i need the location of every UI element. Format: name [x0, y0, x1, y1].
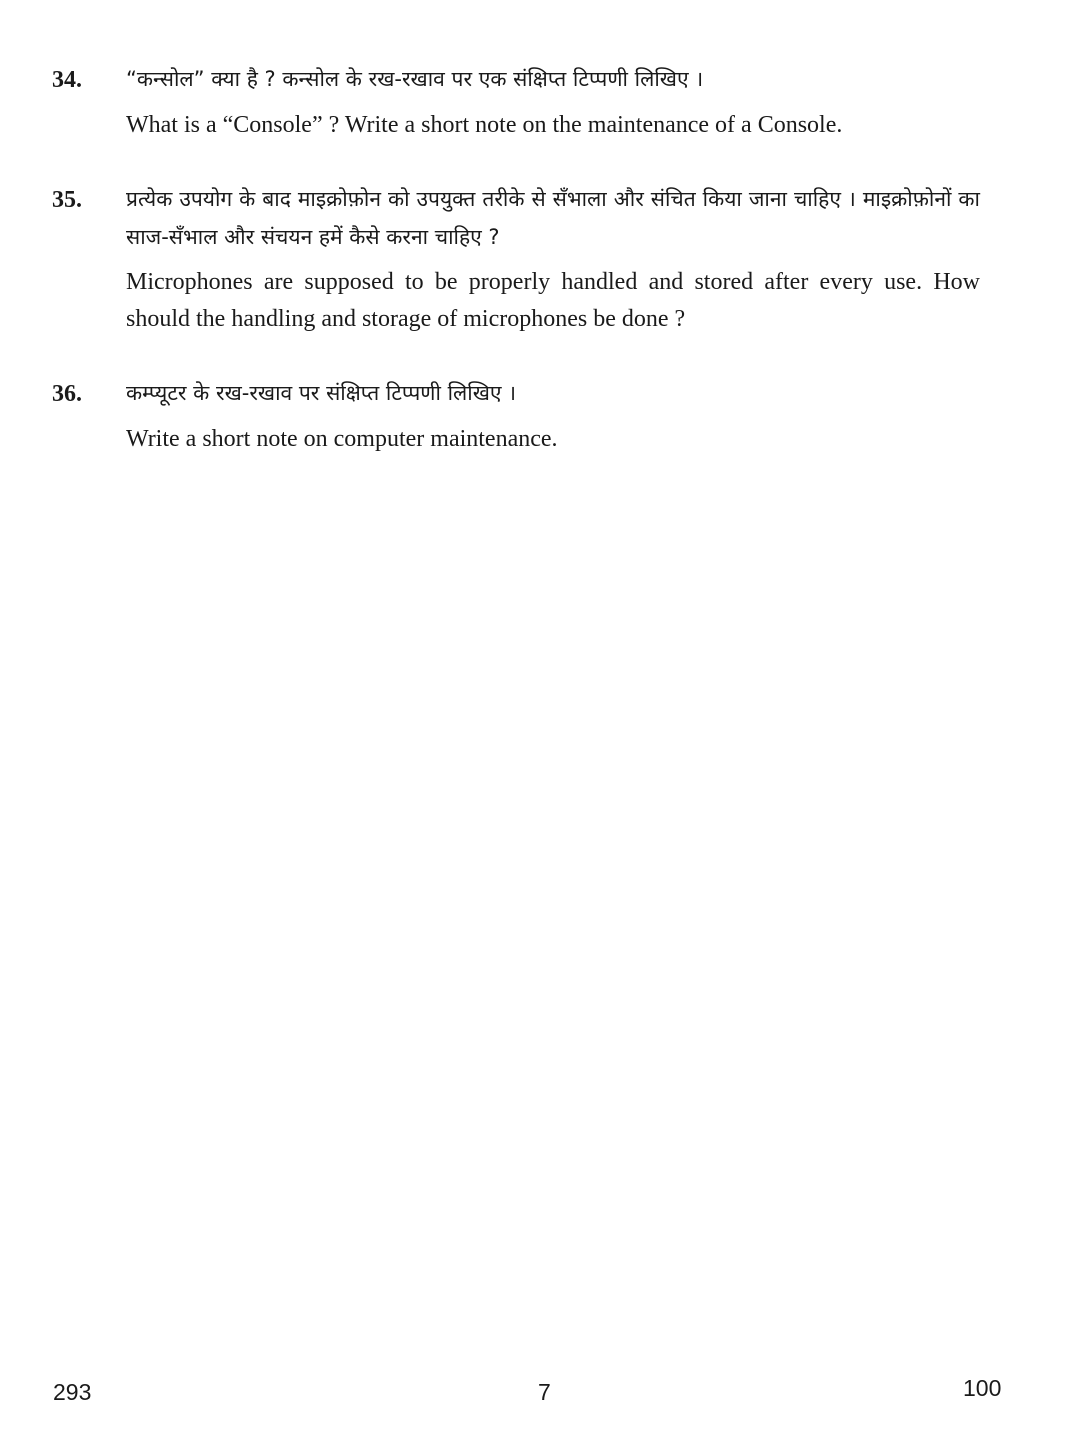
question-number: 36.	[52, 381, 82, 407]
question-body	[126, 374, 980, 458]
question-text-hindi: कम्प्यूटर के रख-रखाव पर संक्षिप्त टिप्पणी लिखिए ।	[126, 381, 517, 405]
question-body	[126, 60, 980, 144]
question-text-hindi: “कन्सोल” क्या है ? कन्सोल के रख-रखाव पर एक संक्षिप्त टिप्पणी लिखिए ।	[126, 67, 704, 91]
question-text-english: What is a “Console” ? Write a short note on the maintenance of a Console.	[126, 112, 843, 138]
question-text-hindi: प्रत्येक उपयोग के बाद माइक्रोफ़ोन को उपयुक्त तरीके से सँभाला और संचित किया जाना चाहिए । माइक्रोफ़ोनों का साज-सँभाल और संचयन हमें कैसे करना चाहिए ?	[126, 187, 980, 249]
question-35	[52, 186, 982, 338]
question-number: 34.	[52, 67, 82, 93]
question-text-english: Microphones are supposed to be properly handled and stored after every use. How should the handling and storage of microphones be done ?	[126, 269, 980, 332]
question-body	[126, 180, 980, 338]
question-text-english: Write a short note on computer maintenance.	[126, 426, 558, 452]
series-number: 100	[963, 1375, 1002, 1401]
question-number: 35.	[52, 187, 82, 213]
page-number: 7	[538, 1379, 551, 1405]
question-36	[52, 380, 982, 458]
paper-code: 293	[53, 1379, 92, 1405]
question-34	[52, 66, 982, 144]
